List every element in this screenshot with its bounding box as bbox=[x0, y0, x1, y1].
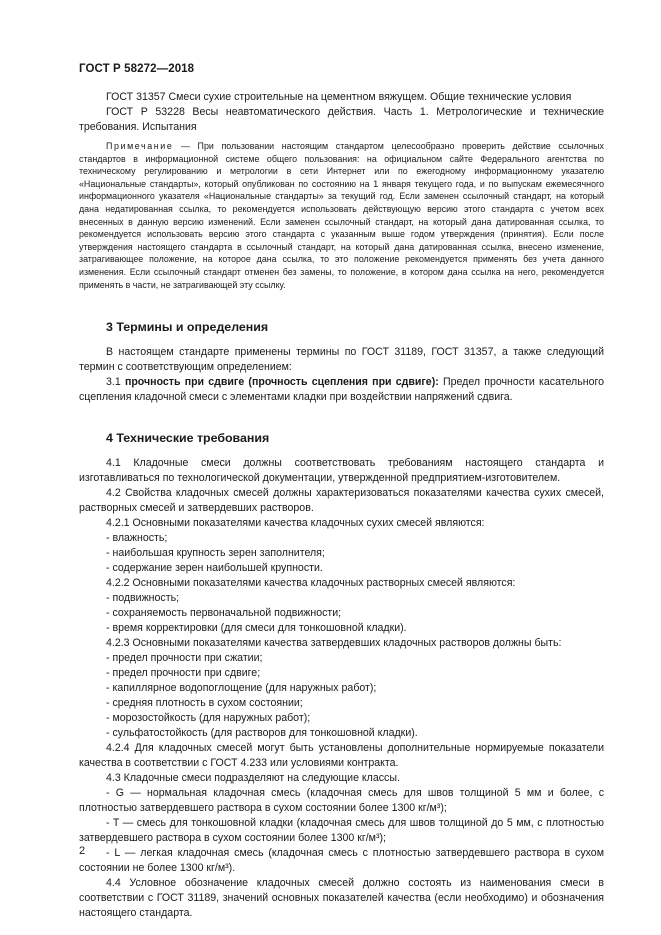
paragraph-4-4: 4.4 Условное обозначение кладочных смесей должно состоять из наименования смеси в соответствии с ГОСТ 31189, значений основных показателей качества (если необходимо) и обозначения настоящего стандарта. bbox=[79, 877, 604, 920]
reference-gost-31357: ГОСТ 31357 Смеси сухие строительные на цементном вяжущем. Общие технические условия bbox=[106, 91, 572, 103]
section-3-intro: В настоящем стандарте применены термины по ГОСТ 31189, ГОСТ 31357, а также следующий термин с соответствующим определением: bbox=[79, 346, 604, 374]
list-item: - наибольшая крупность зерен заполнителя; bbox=[106, 547, 325, 560]
term-definition bbox=[79, 375, 604, 405]
paragraph-4-2-1: 4.2.1 Основными показателями качества кладочных сухих смесей являются: bbox=[106, 517, 485, 530]
document-header: ГОСТ Р 58272—2018 bbox=[79, 63, 195, 75]
paragraph-4-2-2: 4.2.2 Основными показателями качества кладочных растворных смесей являются: bbox=[106, 577, 516, 590]
class-l-item: - L — легкая кладочная смесь (кладочная смесь с плотностью затвердевшего раствора в сухом состоянии не более 1300 кг/м³). bbox=[79, 847, 604, 875]
list-item: - предел прочности при сжатии; bbox=[106, 652, 263, 665]
class-t-item: - T — смесь для тонкошовной кладки (кладочная смесь для швов толщиной до 5 мм, с плотностью затвердевшего раствора в сухом состоянии более 1300 кг/м³); bbox=[79, 817, 604, 845]
list-item: - капиллярное водопоглощение (для наружных работ); bbox=[106, 682, 377, 695]
section-4-title: 4 Технические требования bbox=[106, 431, 270, 446]
list-item: - подвижность; bbox=[106, 592, 180, 605]
note-text: — При пользовании настоящим стандартом целесообразно проверить действие ссылочных стандартов в информационной системе общего пользования: на официальном сайте Федерального агентства по техническому регулированию и метрологии в сети Интернет или по ежегодному информационному указателю «Национальные стандарты», который опубликован по состоянию на 1 января текущего года, и по выпускам ежемесячного информационного указателя «Национальные стандарты» за текущий год. Если заменен ссылочный стандарт, на который дана недатированная ссылка, то рекомендуется использовать действующую версию этого стандарта с учетом всех внесенных в данную версию изменений. Если заменен ссылочный стандарт, на который дана датированная ссылка, то рекомендуется использовать версию этого стандарта с указанным выше годом утверждения (принятия). Если после утверждения настоящего стандарта в ссылочный стандарт, на который дана датированная ссылка, внесено изменение, затрагивающее положение, на которое дана ссылка, то это положение рекомендуется применять без учета данного изменения. Если ссылочный стандарт отменен без замены, то положение, в котором дана ссылка на него, рекомендуется применять в части, не затрагивающей эту ссылку. bbox=[79, 141, 604, 290]
paragraph-4-3: 4.3 Кладочные смеси подразделяют на следующие классы. bbox=[106, 772, 400, 785]
class-g-item: - G — нормальная кладочная смесь (кладочная смесь для швов толщиной 5 мм и более, с плотностью затвердевшего раствора в сухом состоянии более 1300 кг/м³); bbox=[79, 787, 604, 815]
document-body bbox=[79, 90, 604, 921]
term-description: Предел прочности касательного сцепления кладочной смеси с элементами кладки при воздействии напряжений сдвига. bbox=[79, 376, 605, 404]
reference-gost-r-53228: ГОСТ Р 53228 Весы неавтоматического действия. Часть 1. Метрологические и технические требования. Испытания bbox=[79, 106, 604, 133]
list-item: - сульфатостойкость (для растворов для тонкошовной кладки). bbox=[106, 727, 418, 740]
term-number: 3.1 bbox=[106, 376, 125, 389]
list-item: - влажность; bbox=[106, 532, 168, 545]
list-item: - средняя плотность в сухом состоянии; bbox=[106, 697, 303, 710]
paragraph-4-2: 4.2 Свойства кладочных смесей должны характеризоваться показателями качества сухих смесей, растворных смесей и затвердевших растворов. bbox=[79, 487, 604, 515]
list-item: - содержание зерен наибольшей крупности. bbox=[106, 562, 323, 575]
term-name: прочность при сдвиге (прочность сцепления при сдвиге): bbox=[124, 376, 439, 389]
section-3-title: 3 Термины и определения bbox=[106, 320, 269, 335]
list-item: - время корректировки (для смеси для тонкошовной кладки). bbox=[106, 622, 407, 635]
list-item: - предел прочности при сдвиге; bbox=[106, 667, 261, 680]
paragraph-4-1: 4.1 Кладочные смеси должны соответствовать требованиям настоящего стандарта и изготавливаться по технологической документации, утвержденной предприятием-изготовителем. bbox=[79, 457, 604, 485]
note-label: Примечание bbox=[106, 141, 174, 151]
paragraph-4-2-4: 4.2.4 Для кладочных смесей могут быть установлены дополнительные нормируемые показатели качества в соответствии с ГОСТ 4.233 или условиями контракта. bbox=[79, 742, 604, 770]
page-number: 2 bbox=[79, 845, 86, 857]
list-item: - сохраняемость первоначальной подвижности; bbox=[106, 607, 342, 620]
note-block bbox=[79, 140, 604, 291]
paragraph-4-2-3: 4.2.3 Основными показателями качества затвердевших кладочных растворов должны быть: bbox=[106, 637, 562, 650]
list-item: - морозостойкость (для наружных работ); bbox=[106, 712, 311, 725]
